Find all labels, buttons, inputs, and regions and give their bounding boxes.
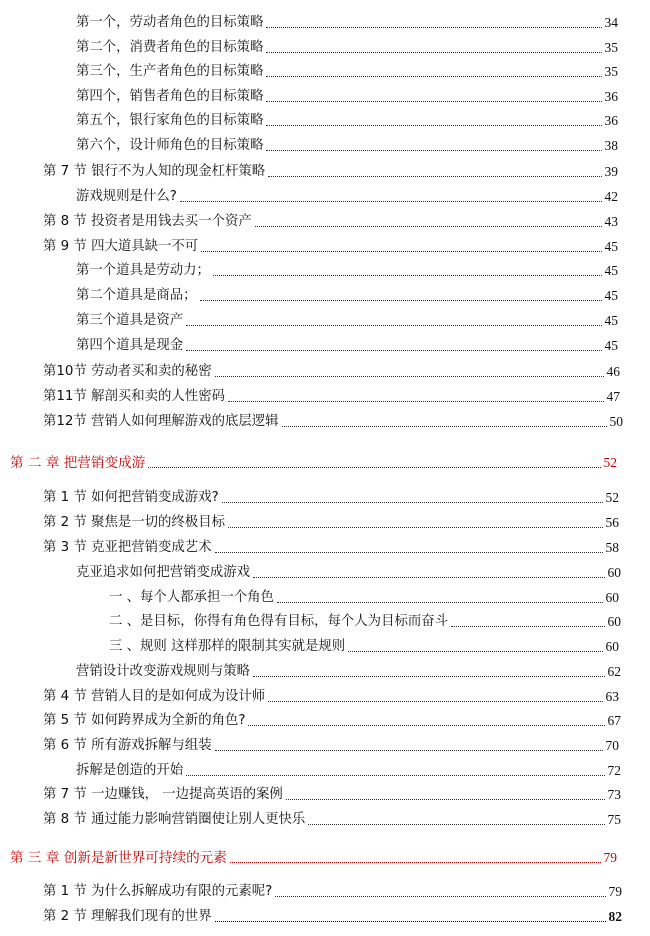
toc-entry[interactable] xyxy=(76,133,618,155)
toc-entry[interactable] xyxy=(76,10,618,32)
toc-entry[interactable] xyxy=(76,108,618,130)
dot-leader xyxy=(451,625,604,627)
toc-entry-page: 42 xyxy=(604,189,618,204)
dot-leader xyxy=(275,895,605,897)
dot-leader xyxy=(266,100,601,102)
toc-entry-page: 45 xyxy=(604,288,618,303)
toc-entry-page: 52 xyxy=(605,490,619,505)
toc-entry-title: 第二个道具是商品； xyxy=(76,288,197,303)
toc-entry-page: 58 xyxy=(605,540,619,555)
dot-leader xyxy=(180,200,602,202)
toc-entry-title: 第 1 节 为什么拆解成功有限的元素呢? xyxy=(43,884,273,899)
toc-entry[interactable] xyxy=(76,333,618,355)
toc-entry[interactable] xyxy=(76,35,618,57)
toc-entry-title: 第一个道具是劳动力； xyxy=(76,263,210,278)
toc-entry-page: 39 xyxy=(604,164,618,179)
toc-entry[interactable] xyxy=(43,485,619,507)
toc-entry-title: 第 4 节 营销人目的是如何成为设计师 xyxy=(43,689,266,704)
toc-entry[interactable] xyxy=(43,359,620,381)
toc-entry[interactable] xyxy=(43,684,619,706)
toc-entry-page: 52 xyxy=(603,455,617,470)
toc-entry-title: 第三个，生产者角色的目标策略 xyxy=(76,64,264,79)
toc-entry[interactable] xyxy=(76,258,618,280)
dot-leader xyxy=(201,250,601,252)
toc-entry-title: 第四个道具是现金 xyxy=(76,338,184,353)
toc-chapter[interactable] xyxy=(10,450,617,472)
toc-entry-title: 第 6 节 所有游戏拆解与组装 xyxy=(43,738,212,753)
toc-entry-page: 56 xyxy=(605,515,619,530)
dot-leader xyxy=(215,920,606,922)
dot-leader xyxy=(200,299,602,301)
toc-entry-title: 克亚追求如何把营销变成游戏 xyxy=(76,565,251,580)
toc-entry-page: 67 xyxy=(607,713,621,728)
toc-entry-title: 第 三 章 创新是新世界可持续的元素 xyxy=(10,850,227,866)
dot-leader xyxy=(255,225,602,227)
toc-entry-title: 第 1 节 如何把营销变成游戏? xyxy=(43,490,219,505)
toc-entry[interactable] xyxy=(43,708,621,730)
toc-entry[interactable] xyxy=(76,659,621,681)
toc-entry-title: 第 8 节 投资者是用钱去买一个资产 xyxy=(43,214,252,229)
toc-entry-title: 三 、规则 这样那样的限制其实就是规则 xyxy=(109,639,346,654)
toc-entry-title: 第三个道具是资产 xyxy=(76,313,184,328)
toc-entry-title: 第六个，设计师角色的目标策略 xyxy=(76,138,264,153)
toc-entry-page: 46 xyxy=(606,364,620,379)
toc-entry-title: 第10节 劳动者买和卖的秘密 xyxy=(43,364,212,379)
toc-entry[interactable] xyxy=(76,184,618,206)
toc-entry-page: 79 xyxy=(608,884,622,899)
toc-entry[interactable] xyxy=(43,782,621,804)
dot-leader xyxy=(186,774,604,776)
toc-entry-page: 50 xyxy=(609,414,623,429)
toc-entry-title: 第 5 节 如何跨界成为全新的角色? xyxy=(43,713,246,728)
toc-entry[interactable] xyxy=(43,234,618,256)
toc-entry[interactable] xyxy=(76,283,618,305)
dot-leader xyxy=(228,526,603,528)
dot-leader xyxy=(215,551,603,553)
dot-leader xyxy=(348,650,602,652)
toc-entry[interactable] xyxy=(43,733,619,755)
toc-entry-page: 75 xyxy=(607,812,621,827)
toc-entry-title: 第11节 解剖买和卖的人性密码 xyxy=(43,389,225,404)
toc-entry[interactable] xyxy=(43,409,623,431)
toc-entry-page: 45 xyxy=(604,263,618,278)
toc-entry-title: 第 2 节 聚焦是一切的终极目标 xyxy=(43,515,225,530)
toc-entry[interactable] xyxy=(109,609,621,631)
toc-entry-page: 38 xyxy=(604,138,618,153)
dot-leader xyxy=(186,349,601,351)
toc-entry[interactable] xyxy=(43,384,620,406)
dot-leader xyxy=(266,51,601,53)
toc-entry-title: 第 二 章 把营销变成游 xyxy=(10,455,146,471)
dot-leader xyxy=(253,576,604,578)
dot-leader xyxy=(228,400,604,402)
toc-entry-page: 79 xyxy=(603,850,617,865)
dot-leader xyxy=(277,601,603,603)
toc-entry-title: 第一个，劳动者角色的目标策略 xyxy=(76,15,264,30)
dot-leader xyxy=(282,425,607,427)
toc-entry-page: 70 xyxy=(605,738,619,753)
toc-entry-title: 一 、每个人都承担一个角色 xyxy=(109,590,274,605)
dot-leader xyxy=(248,724,604,726)
toc-entry[interactable] xyxy=(76,308,618,330)
toc-entry[interactable] xyxy=(76,84,618,106)
dot-leader xyxy=(215,375,604,377)
toc-entry[interactable] xyxy=(43,535,619,557)
toc-entry[interactable] xyxy=(109,585,619,607)
toc-entry-page: 60 xyxy=(605,639,619,654)
toc-entry-title: 第 2 节 理解我们现有的世界 xyxy=(43,909,212,924)
dot-leader xyxy=(213,274,602,276)
toc-chapter[interactable] xyxy=(10,845,617,867)
toc-entry-page: 36 xyxy=(604,89,618,104)
toc-entry[interactable] xyxy=(43,807,621,829)
toc-entry-title: 第 7 节 银行不为人知的现金杠杆策略 xyxy=(43,164,266,179)
toc-entry[interactable] xyxy=(76,758,621,780)
toc-entry-page: 45 xyxy=(604,338,618,353)
dot-leader xyxy=(266,75,601,77)
toc-entry-title: 拆解是创造的开始 xyxy=(76,763,184,778)
dot-leader xyxy=(308,823,604,825)
toc-entry-page: 60 xyxy=(605,590,619,605)
toc-entry-page: 45 xyxy=(604,239,618,254)
toc-entry-page: 35 xyxy=(604,64,618,79)
toc-entry-page: 60 xyxy=(607,565,621,580)
toc-entry-title: 第四个，销售者角色的目标策略 xyxy=(76,89,264,104)
dot-leader xyxy=(268,700,602,702)
dot-leader xyxy=(266,26,601,28)
toc-entry-page: 43 xyxy=(604,214,618,229)
toc-entry-title: 游戏规则是什么? xyxy=(76,189,177,204)
dot-leader xyxy=(230,861,601,863)
toc-entry-title: 第五个，银行家角色的目标策略 xyxy=(76,113,264,128)
toc-entry[interactable] xyxy=(43,510,619,532)
toc-entry[interactable] xyxy=(109,634,619,656)
dot-leader xyxy=(215,749,603,751)
toc-entry-page: 63 xyxy=(605,689,619,704)
dot-leader xyxy=(286,798,605,800)
toc-entry-title: 营销设计改变游戏规则与策略 xyxy=(76,664,251,679)
dot-leader xyxy=(268,175,601,177)
toc-entry-title: 第 7 节 一边赚钱， 一边提高英语的案例 xyxy=(43,787,283,802)
toc-entry-page: 60 xyxy=(607,614,621,629)
toc-entry-page: 35 xyxy=(604,40,618,55)
dot-leader xyxy=(148,466,600,468)
dot-leader xyxy=(186,324,601,326)
toc-entry-title: 二 、是目标，你得有角色得有目标，每个人为目标而奋斗 xyxy=(109,614,449,629)
toc-entry-page: 72 xyxy=(607,763,621,778)
toc-entry-title: 第 8 节 通过能力影响营销圈使让别人更快乐 xyxy=(43,812,306,827)
toc-entry-page: 82 xyxy=(608,909,622,924)
toc-entry-page: 34 xyxy=(604,15,618,30)
dot-leader xyxy=(266,124,601,126)
toc-entry-page: 62 xyxy=(607,664,621,679)
toc-entry-title: 第二个，消费者角色的目标策略 xyxy=(76,40,264,55)
toc-entry-title: 第 3 节 克亚把营销变成艺术 xyxy=(43,540,212,555)
toc-entry[interactable] xyxy=(43,209,618,231)
toc-entry[interactable] xyxy=(43,159,618,181)
toc-entry-page: 73 xyxy=(607,787,621,802)
toc-entry-title: 第12节 营销人如何理解游戏的底层逻辑 xyxy=(43,414,279,429)
toc-entry-page: 36 xyxy=(604,113,618,128)
toc-entry[interactable] xyxy=(43,879,622,901)
dot-leader xyxy=(266,149,601,151)
toc-entry-title: 第 9 节 四大道具缺一不可 xyxy=(43,239,199,254)
dot-leader xyxy=(222,501,603,503)
toc-entry-page: 47 xyxy=(606,389,620,404)
dot-leader xyxy=(253,675,604,677)
toc-entry[interactable] xyxy=(76,59,618,81)
toc-entry-page: 45 xyxy=(604,313,618,328)
toc-entry[interactable] xyxy=(43,904,622,926)
toc-entry[interactable] xyxy=(76,560,621,582)
